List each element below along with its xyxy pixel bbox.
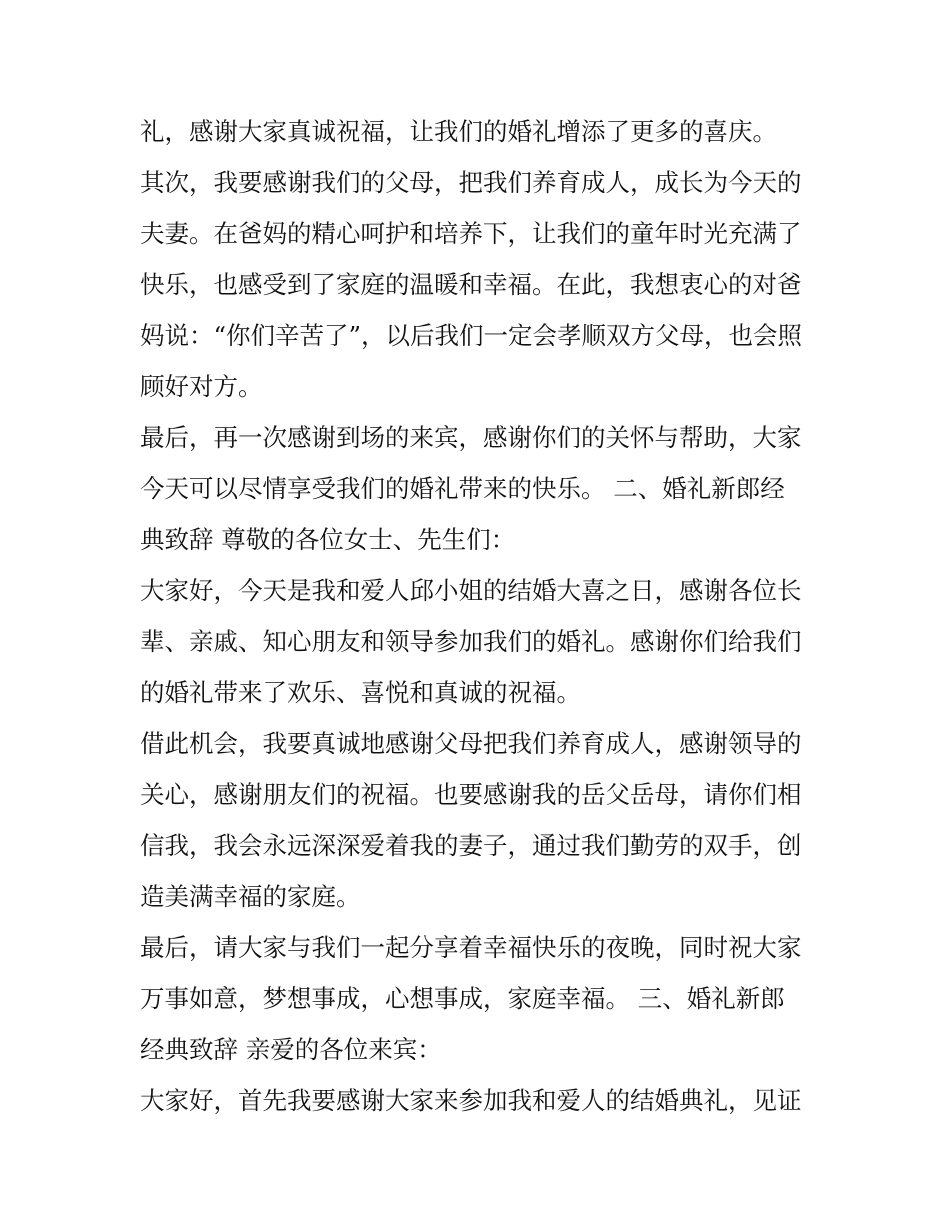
text-line: 夫妻。在爸妈的精心呵护和培养下，让我们的童年时光充满了 [140,219,802,248]
text-line: 经典致辞 亲爱的各位来宾： [140,1035,442,1064]
text-line: 今天可以尽情享受我们的婚礼带来的快乐。 二、婚礼新郎经 [140,474,785,503]
text-line: 辈、亲戚、知心朋友和领导参加我们的婚礼。感谢你们给我们 [140,627,802,656]
text-line: 关心，感谢朋友们的祝福。也要感谢我的岳父岳母，请你们相 [140,780,802,809]
text-line: 快乐，也感受到了家庭的温暖和幸福。在此，我想衷心的对爸 [140,270,802,299]
text-line: 大家好，今天是我和爱人邱小姐的结婚大喜之日，感谢各位长 [140,576,802,605]
text-line: 信我，我会永远深深爱着我的妻子，通过我们勤劳的双手，创 [140,831,802,860]
text-line: 典致辞 尊敬的各位女士、先生们： [140,525,516,554]
text-line: 万事如意，梦想事成，心想事成，家庭幸福。 三、婚礼新郎 [140,984,785,1013]
text-line: 最后，再一次感谢到场的来宾，感谢你们的关怀与帮助，大家 [140,423,802,452]
text-line: 礼，感谢大家真诚祝福，让我们的婚礼增添了更多的喜庆。 [140,117,777,146]
text-line: 造美满幸福的家庭。 [140,882,361,911]
text-line: 其次，我要感谢我们的父母，把我们养育成人，成长为今天的 [140,168,802,197]
text-line: 借此机会，我要真诚地感谢父母把我们养育成人，感谢领导的 [140,729,802,758]
text-line: 大家好，首先我要感谢大家来参加我和爱人的结婚典礼，见证 [140,1086,802,1115]
text-line: 最后，请大家与我们一起分享着幸福快乐的夜晚，同时祝大家 [140,933,802,962]
body-text [140,106,816,1126]
text-line: 顾好对方。 [140,372,263,401]
text-line: 的婚礼带来了欢乐、喜悦和真诚的祝福。 [140,678,581,707]
text-line: 妈说：“你们辛苦了”，以后我们一定会孝顺双方父母，也会照 [140,321,803,350]
